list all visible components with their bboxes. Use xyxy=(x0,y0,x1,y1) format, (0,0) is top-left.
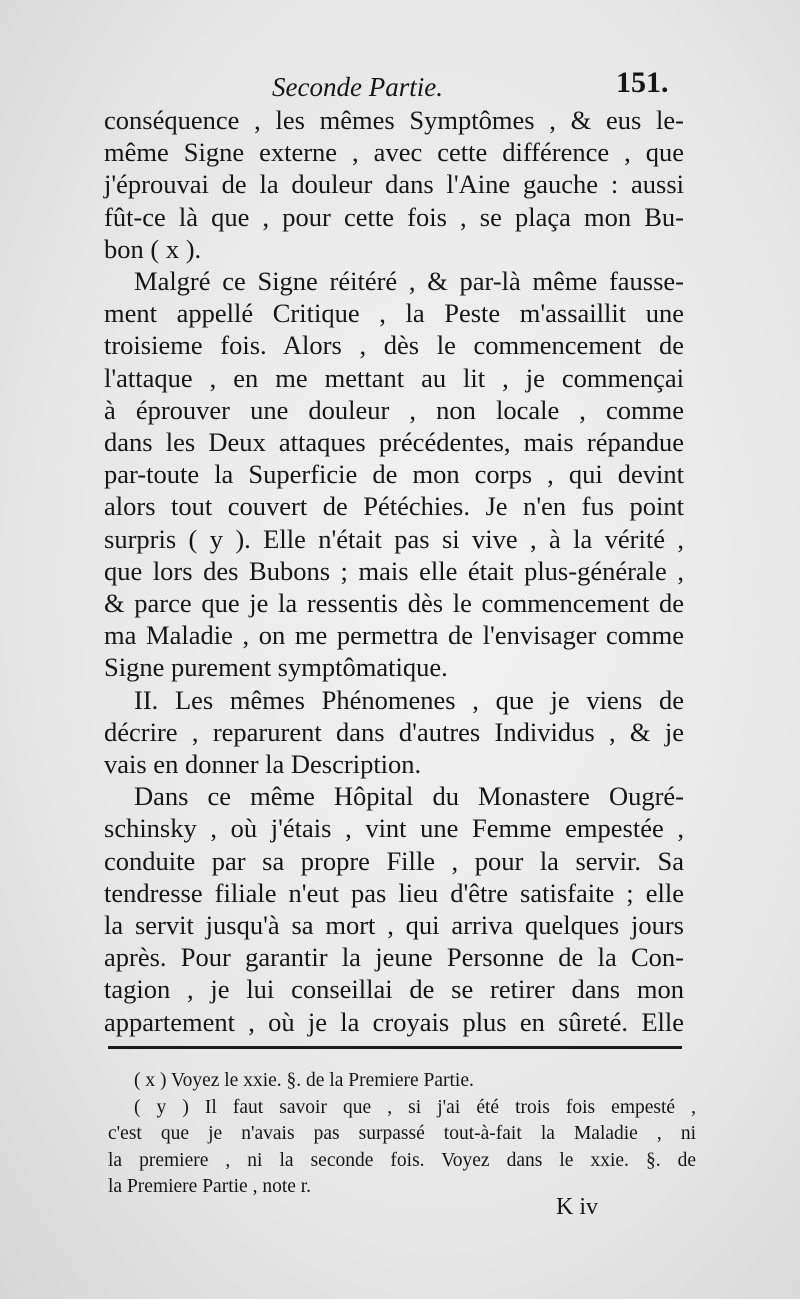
footnote-line: ( x ) Voyez le xxie. §. de la Premiere Partie. xyxy=(134,1070,474,1091)
body-line: schinsky , où j'étais , vint une Femme empestée , xyxy=(104,813,684,844)
footnote-line: la Premiere Partie , note r. xyxy=(108,1176,312,1197)
body-line: tendresse filiale n'eut pas lieu d'être satisfaite ; elle xyxy=(104,877,684,908)
body-line: même Signe externe , avec cette différence , que xyxy=(104,137,684,168)
body-line: troisieme fois. Alors , dès le commencement de xyxy=(104,330,684,361)
footnote-line: c'est que je n'avais pas surpassé tout-à-fait la Maladie , ni xyxy=(108,1123,696,1144)
body-line: & parce que je la ressentis dès le commencement de xyxy=(104,588,684,619)
body-line: que lors des Bubons ; mais elle était plus-générale , xyxy=(104,555,684,586)
body-line: II. Les mêmes Phénomenes , que je viens de xyxy=(134,684,684,715)
page-number: 151. xyxy=(616,66,669,99)
footnote-line: la premiere , ni la seconde fois. Voyez dans le xxie. §. de xyxy=(108,1149,696,1171)
body-line: la servit jusqu'à sa mort , qui arriva quelques jours xyxy=(104,910,684,941)
body-line: par-toute la Superficie de mon corps , qui devint xyxy=(104,459,684,490)
body-line: fût-ce là que , pour cette fois , se plaça mon Bu- xyxy=(104,201,684,232)
footnote-line: ( y ) Il faut savoir que , si j'ai été trois fois empesté , xyxy=(134,1096,696,1118)
footnotes xyxy=(108,1068,696,1201)
running-title: Seconde Partie. xyxy=(272,72,443,102)
body-line: j'éprouvai de la douleur dans l'Aine gauche : aussi xyxy=(104,169,684,200)
body-text xyxy=(104,104,684,1038)
body-line: appartement , où je la croyais plus en sûreté. Elle xyxy=(104,1006,684,1037)
body-line: après. Pour garantir la jeune Personne de la Con- xyxy=(104,942,684,973)
body-line: dans les Deux attaques précédentes, mais répandue xyxy=(104,427,684,458)
body-line: l'attaque , en me mettant au lit , je commençai xyxy=(104,362,684,393)
body-line: Malgré ce Signe réitéré , & par-là même fausse- xyxy=(134,266,684,297)
body-line: ma Maladie , on me permettra de l'envisager comme xyxy=(104,620,684,651)
body-line: ment appellé Critique , la Peste m'assaillit une xyxy=(104,298,684,329)
body-line: surpris ( y ). Elle n'était pas si vive , à la vérité , xyxy=(104,523,684,554)
body-line: conséquence , les mêmes Symptômes , & eus le- xyxy=(104,105,684,135)
body-line: conduite par sa propre Fille , pour la servir. Sa xyxy=(104,845,684,876)
footnote-rule xyxy=(108,1046,682,1049)
body-line: à éprouver une douleur , non locale , comme xyxy=(104,394,684,425)
body-line: bon ( x ). xyxy=(104,233,202,264)
page-header xyxy=(0,66,800,106)
signature-mark: K iv xyxy=(556,1194,598,1220)
body-line: Signe purement symptômatique. xyxy=(104,652,448,683)
body-line: tagion , je lui conseillai de se retirer dans mon xyxy=(104,974,684,1005)
body-line: décrire , reparurent dans d'autres Individus , & je xyxy=(104,716,684,747)
body-line: Dans ce même Hôpital du Monastere Ougré- xyxy=(134,781,684,812)
body-line: vais en donner la Description. xyxy=(104,749,422,780)
body-line: alors tout couvert de Pétéchies. Je n'en fus point xyxy=(104,491,684,522)
